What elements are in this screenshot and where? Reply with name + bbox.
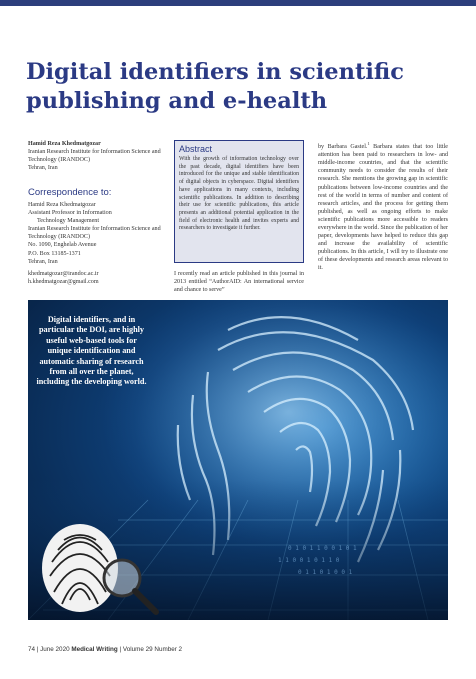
volume-info: Volume 29 Number 2 [122,646,183,653]
correspondence-email-link[interactable]: h.khedmatgozar@gmail.com [28,278,99,285]
article-title: Digital identifiers in scientific publishing and e-health [26,59,404,114]
correspondence-heading: Correspondence to: [28,187,112,198]
correspondence-address-line: Tehran, Iran [28,258,58,265]
body-text-middle-column: I recently read an article published in this journal in 2013 entitled “AuthorAID: An international service and chance to serve” [174,271,304,294]
body-text-right-column [318,140,448,273]
svg-text:0 1 1 0 1 0 0 1: 0 1 1 0 1 0 0 1 [298,569,353,576]
reference-marker[interactable]: 1 [367,141,370,146]
correspondence-details [28,201,163,286]
author-block [28,140,163,172]
body-text-right-start: by Barbara Gastel. [318,144,368,151]
footer-separator: | [117,646,123,653]
correspondence-box [28,187,163,311]
abstract-text: With the growth of information technology over the past decade, digital identifiers have been introduced for the unique and stable identification of digital objects in cyberspace. Digital identifiers have applications in many contexts, including scientific publications. In addition to describing their use for scientific publications, this article presents an additional potential application in the field of electronic health and invites experts and researchers to investigate it further. [179,156,299,232]
correspondence-name: Hamid Reza Khedmatgozar [28,202,96,208]
issue-date: June 2020 [40,646,70,653]
correspondence-address-line: P.O. Box 13185-1371 [28,250,81,257]
correspondence-address-line: No. 1090, Enghelab Avenue [28,242,97,249]
footer-separator: | [35,646,41,653]
author-affiliation: Iranian Research Institute for Information Science and Technology (IRANDOC) [28,149,161,164]
correspondence-role: Assistant Professor in Information [28,210,112,217]
correspondence-email-link[interactable]: khedmatgozar@irandoc.ac.ir [28,270,99,277]
abstract-box [174,140,304,263]
journal-name: Medical Writing [69,646,118,653]
correspondence-institute: Iranian Research Institute for Information Science and Technology (IRANDOC) [28,226,161,241]
correspondence-role-cont: Technology Management [37,218,100,225]
author-name: Hamid Reza Khedmatgozar [28,141,101,147]
abstract-heading: Abstract [179,144,213,154]
top-color-rule [0,0,476,6]
page-footer [28,646,328,654]
body-text-right-rest: Barbara states that too little attention has been paid to researchers in low- and middle-income countries, and that the scientific community needs to consider the results of their research. She mentions the growing gap in scientific publications between low-income countries and the rest of the world in terms of number and content of research articles, and the process for getting them published, as well as ongoing efforts to make scientific publications more accessible to readers everywhere in the world. Since the publication of her paper, developments have helped to reduce this gap and increase the availability of scientific publications. In this article, I will try to illustrate one of these developments and research areas relevant to it. [318,144,448,272]
svg-text:0 1 0 1 1 0 0 1 0 1: 0 1 0 1 1 0 0 1 0 1 [288,545,357,552]
svg-text:1 1 0 0 1 0 1 1 0: 1 1 0 0 1 0 1 1 0 [278,557,340,564]
author-location: Tehran, Iran [28,165,58,172]
page-number: 74 [28,646,36,653]
hero-caption: Digital identifiers, and in particular the DOI, are highly useful web-based tools for unique identification and automatic sharing of research from all over the planet, including the developing world. [36,315,147,387]
